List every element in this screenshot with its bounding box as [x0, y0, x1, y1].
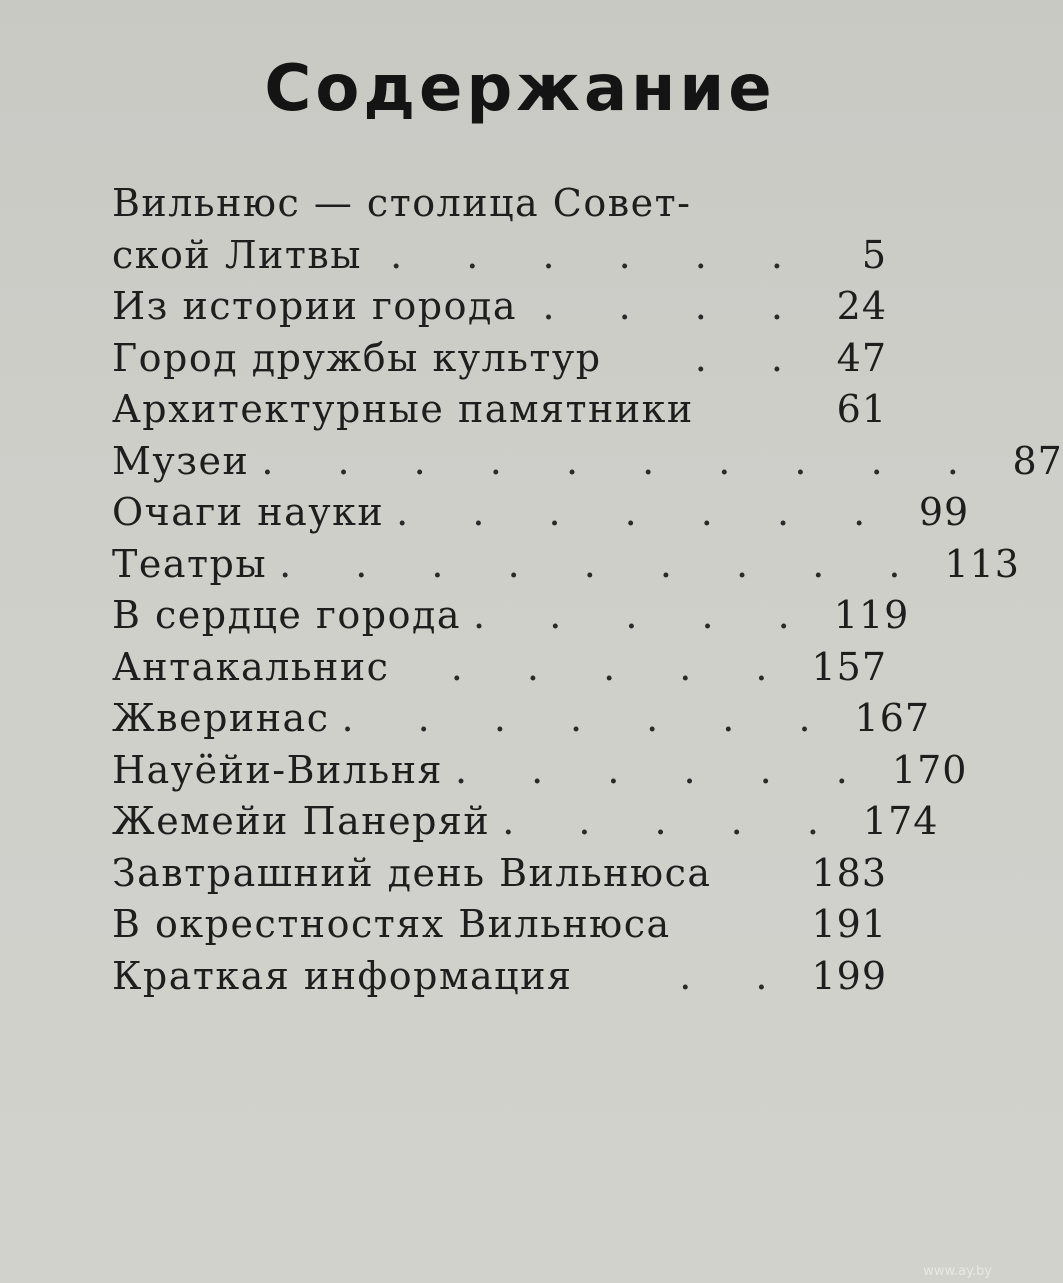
toc-entry	[112, 745, 968, 797]
toc-entry	[112, 899, 887, 951]
toc-entry-title: В сердце города	[112, 593, 462, 637]
toc-entry	[112, 642, 887, 694]
toc-dot-leader: . . . . . . . . .	[279, 541, 927, 586]
toc-entry	[112, 590, 910, 642]
toc-dot-leader: . . . . . . .	[341, 696, 837, 740]
toc-entry-title: Антакальнис	[112, 644, 390, 689]
toc-page-number: 99	[918, 490, 970, 534]
toc-entry	[112, 436, 1063, 488]
toc-entry-title: Музеи	[112, 438, 250, 483]
toc-entry-title: Театры	[112, 541, 268, 586]
toc-entry	[112, 487, 970, 539]
toc-dot-leader: . . . . .	[473, 593, 816, 637]
toc-page-number: 61	[836, 387, 887, 431]
toc-entry-title: Краткая информация	[112, 953, 573, 998]
toc-page-number: 24	[836, 284, 887, 328]
toc-entry-title: Архитектурные памятники	[112, 387, 694, 431]
toc-page-number: 170	[891, 747, 968, 792]
toc-page-number: 174	[862, 799, 939, 843]
toc-entry-title: Науёйи-Вильня	[112, 747, 444, 792]
toc-page-number: 5	[861, 232, 887, 277]
toc-entry-title: Город дружбы культур	[112, 335, 602, 380]
toc-page-number: 183	[811, 850, 887, 895]
toc-entry-title: Вильнюс — столица Совет-	[112, 181, 692, 225]
toc-entry	[112, 539, 1020, 591]
toc-entry	[112, 230, 887, 282]
toc-dot-leader: . . . . .	[502, 799, 845, 843]
toc-page-number: 167	[854, 696, 931, 740]
toc-entry	[112, 848, 887, 900]
toc-dot-leader: . .	[679, 953, 794, 998]
toc-page-number: 113	[944, 541, 1020, 586]
toc-entry-title: Из истории города	[112, 284, 518, 328]
toc-entry-title: В окрестностях Вильнюса	[112, 902, 671, 946]
toc-dot-leader: . . . .	[542, 284, 809, 328]
table-of-contents	[112, 178, 1063, 1002]
toc-page-number: 199	[811, 953, 887, 998]
toc-entry-title: Очаги науки	[112, 490, 385, 534]
toc-dot-leader: . . . . . . .	[396, 490, 892, 534]
toc-page-number: 157	[811, 644, 887, 689]
toc-entry	[112, 693, 931, 745]
toc-dot-leader: . .	[694, 335, 809, 380]
toc-entry-title: Жверинас	[112, 696, 330, 740]
toc-page-number: 87	[1012, 438, 1063, 483]
toc-page-number: 47	[836, 335, 887, 380]
toc-entry	[112, 384, 887, 436]
toc-entry-title: Жемейи Панеряй	[112, 799, 491, 843]
toc-dot-leader: . . . . . .	[390, 232, 809, 277]
toc-page-number: 191	[811, 902, 887, 946]
toc-dot-leader: . . . . . . . . . .	[261, 438, 985, 483]
page-title: Содержание	[264, 52, 776, 126]
toc-dot-leader: . . . . . .	[455, 747, 874, 792]
toc-entry	[112, 281, 887, 333]
toc-entry	[112, 333, 887, 385]
toc-entry	[112, 796, 939, 848]
toc-page-number: 119	[833, 593, 910, 637]
watermark: www.ay.by	[923, 1264, 992, 1279]
toc-entry-title: ской Литвы	[112, 232, 363, 277]
toc-dot-leader: . . . . .	[450, 644, 794, 689]
toc-entry-title: Завтрашний день Вильнюса	[112, 850, 712, 895]
toc-entry	[112, 951, 887, 1003]
toc-entry	[112, 178, 887, 230]
